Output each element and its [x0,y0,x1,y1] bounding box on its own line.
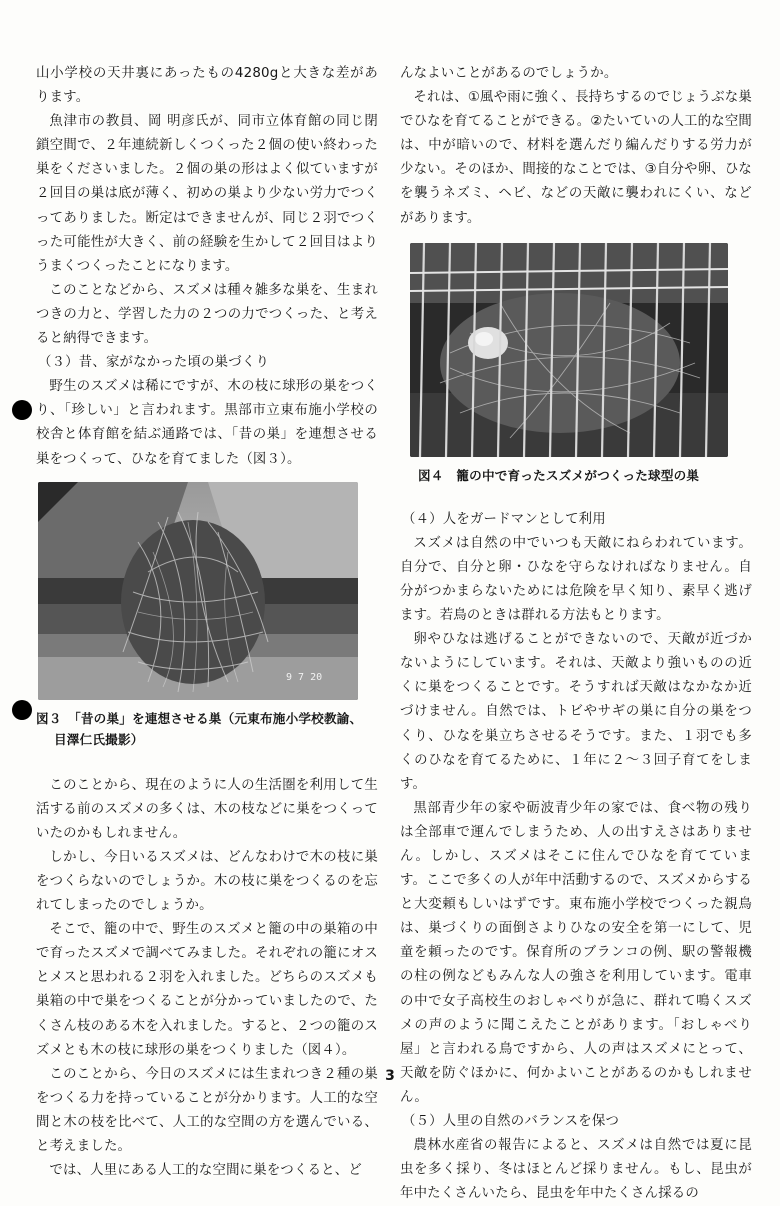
figure-4-caption: 図４ 籠の中で育ったスズメがつくった球型の巣 [418,467,700,483]
section-heading: （３）昔、家がなかった頃の巣づくり [38,355,270,371]
paragraph: 野生のスズメは稀にですが、木の枝に球形の巣をつくり、「珍しい」と言われます。黒部市立東布施小学校の校舎と体育館を結ぶ通路では、「昔の巣」を連想させる巣をつくって、ひなを育てました（図３）。 [36,379,378,467]
punch-hole-top [12,400,32,420]
figure-3-photo [38,482,358,700]
section-heading: （４）人をガードマンとして利用 [402,511,606,527]
figure-4-photo [410,243,728,457]
paragraph: それは、①風や雨に強く、長持ちするのでじょうぶな巣でひなを育てることができる。②たいていの人工的な空間は、中が暗いので、材料を選んだり編んだりする労力が少ない。そのほか、間接的なことでは、③自分や卵、ひなを襲うネズミ、ヘビ、などの天敵に襲われにくい、などがあります。 [400,90,752,226]
paragraph: んなよいことがあるのでしょうか。 [400,66,618,81]
paragraph: このことから、今日のスズメには生まれつき２種の巣をつくる力を持っていることが分かります。人工的な空間と木の枝を比べて、人工的な空間の方を選んでいる、と考えました。 [36,1066,378,1154]
nest-under-beam-image [38,482,358,700]
paragraph: 黒部青少年の家や砺波青少年の家では、食べ物の残りは全部車で運んでしまうため、人の出すえさはありません。しかし、スズメはそこに住んでひなを育てています。ここで多くの人が年中活動するので、スズメからすると大変頼もしいはずです。東布施小学校でつくった親鳥は、巣づくりの面倒さよりひなの安全を第一にして、児童を頼ったのです。保育所のブランコの例、駅の警報機の柱の例などもみんな人の強さを利用しています。電車の中で女子高校生のおしゃべりが急に、群れて鳴くスズメの声のように聞こえたことがあります。「おしゃべり屋」と言われる鳥ですから、人の声はスズメにとって、天敵を防ぐほかに、何かよいことがあるのかもしれません。 [400,800,753,1105]
paragraph: スズメは自然の中でいつも天敵にねらわれています。自分で、自分と卵・ひなを守らなければなりません。自分がつかまらないためには危険を早く知り、素早く逃げます。若鳥のときは群れる方法もとります。 [400,535,752,624]
section-heading: （５）人里の自然のバランスを保つ [402,1114,620,1129]
paragraph: そこで、籠の中で、野生のスズメと籠の中の巣箱の中で育ったスズメで調べてみました。それぞれの籠にオスとメスと思われる２羽を入れました。どちらのスズメも巣箱の中で巣をつくることが分かっていましたので、たくさん枝のある木を入れました。すると、２つの籠のスズメとも木の枝に球形の巣をつくりました（図４）。 [36,922,378,1058]
paragraph: このことから、現在のように人の生活圏を利用して生活する前のスズメの多くは、木の枝などに巣をつくっていたのかもしれません。 [36,777,378,841]
left-column [36,62,378,1183]
right-column [400,62,752,1206]
figure-3-caption-cont: 目澤仁氏撮影） [54,731,144,747]
paragraph: では、人里にある人工的な空間に巣をつくると、ど [49,1163,362,1179]
figure-3-caption: 図３ 「昔の巣」を連想させる巣（元東布施小学校教諭、 [36,710,363,726]
paragraph: しかし、今日いるスズメは、どんなわけで木の枝に巣をつくらないのでしょうか。木の枝に巣をつくるのを忘れてしまったのでしょうか。 [36,849,378,914]
punch-hole-bottom [12,700,32,720]
photo-date-stamp: 9 7 20 [286,671,323,683]
paragraph: 山小学校の天井裏にあったもの4280gと大きな差があります。 [36,66,378,106]
paragraph: 卵やひなは逃げることができないので、天敵が近づかないようにしています。それは、天敵より強いものの近くに巣をつくることです。そうすれば天敵はなかなか近づけません。自然では、トビやサギの巣に自分の巣をつくり、ひなを巣立ちさせるそうです。また、１羽でも多くのひなを育てるために、１年に２〜３回子育てをします。 [400,632,752,792]
paragraph: このことなどから、スズメは種々雑多な巣を、生まれつきの力と、学習した力の２つの力でつくった、と考えると納得できます。 [36,282,378,347]
paragraph: 魚津市の教員、岡 明彦氏が、同市立体育館の同じ閉鎖空間で、２年連続新しくつくった２個の使い終わった巣をくださいました。２個の巣の形はよく似ていますが２回目の巣は底が薄く、初めの巣より少ない労力でつくってありました。断定はできませんが、同じ２羽でつくった可能性が大きく、前の経験を生かして２回目はよりうまくつくったことになります。 [36,114,378,274]
cage-nest-image [410,243,728,457]
page-number: 3 [385,1068,395,1084]
paragraph: 農林水産省の報告によると、スズメは自然では夏に昆虫を多く採り、冬はほとんど採りません。もし、昆虫が年中たくさんいたら、昆虫を年中たくさん採るの [400,1138,752,1202]
